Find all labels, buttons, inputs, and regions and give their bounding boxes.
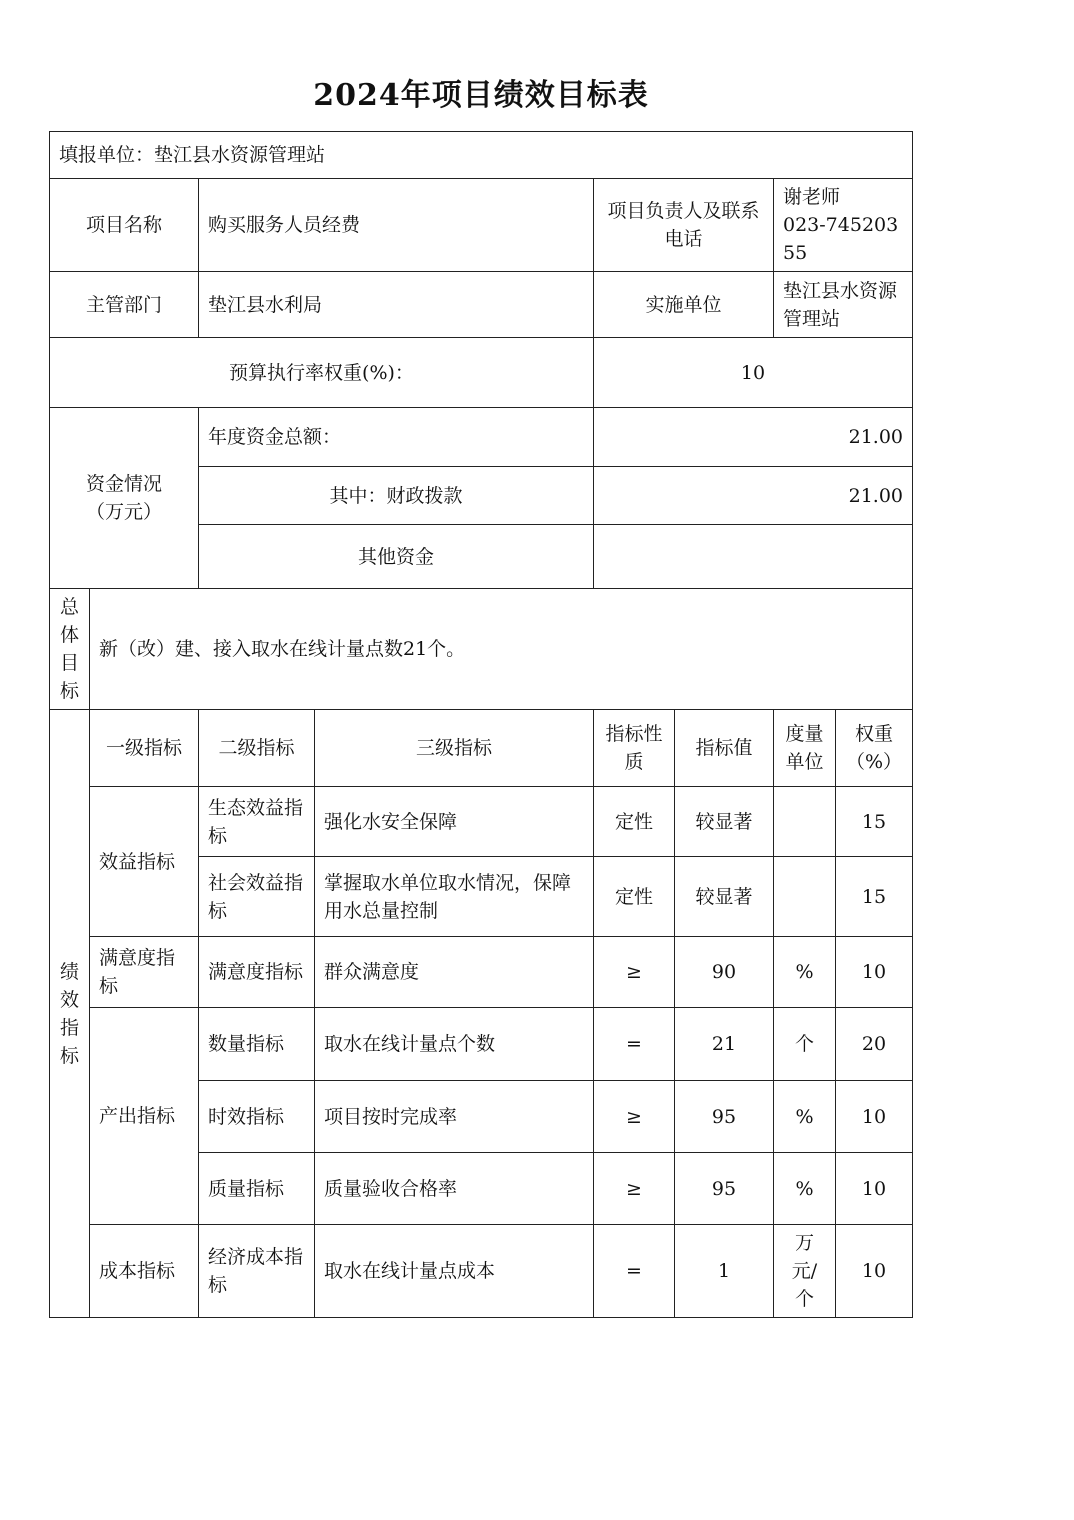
row-l3: 项目按时完成率 (315, 1081, 594, 1153)
row-nature: ≥ (594, 1081, 675, 1153)
vertical-char: 指 (59, 1016, 79, 1039)
row-nature: ≥ (594, 1153, 675, 1225)
row-value: 较显著 (675, 787, 774, 857)
row-weight: 20 (836, 1008, 913, 1081)
row-unit (774, 857, 836, 937)
row-value: 1 (675, 1225, 774, 1318)
fiscal: 21.00 (594, 467, 913, 525)
row-l3: 掌握取水单位取水情况，保障用水总量控制 (315, 857, 594, 937)
row-unit: % (774, 1153, 836, 1225)
row-l2: 经济成本指标 (199, 1225, 315, 1318)
header-nature: 指标性质 (594, 710, 675, 787)
row-l3: 取水在线计量点成本 (315, 1225, 594, 1318)
row-unit: 万元/个 (774, 1225, 836, 1318)
row-l1: 满意度指标 (90, 937, 199, 1008)
header-value: 指标值 (675, 710, 774, 787)
page-title: 2024年项目绩效目标表 (313, 78, 649, 113)
contact-phone: 023-74520355 (783, 214, 899, 264)
table-row (50, 787, 913, 857)
vertical-char: 绩 (59, 960, 79, 983)
row-l2: 时效指标 (199, 1081, 315, 1153)
row-value: 90 (675, 937, 774, 1008)
row-weight: 15 (836, 857, 913, 937)
row-nature: = (594, 1008, 675, 1081)
row-l1: 效益指标 (90, 787, 199, 937)
header-l2: 二级指标 (199, 710, 315, 787)
row-nature: = (594, 1225, 675, 1318)
vertical-char: 目 (59, 652, 79, 674)
row-l2: 生态效益指标 (199, 787, 315, 857)
contact-label: 项目负责人及联系电话 (594, 179, 774, 272)
row-unit: % (774, 1081, 836, 1153)
overall-goal: 新（改）建、接入取水在线计量点数21个。 (90, 589, 913, 710)
row-l3: 群众满意度 (315, 937, 594, 1008)
row-l1: 成本指标 (90, 1225, 199, 1318)
impl-unit: 垫江县水资源管理站 (774, 272, 913, 338)
annual-total-label: 年度资金总额： (199, 408, 594, 467)
row-weight: 10 (836, 1081, 913, 1153)
vertical-char: 标 (59, 1044, 79, 1067)
row-value: 21 (675, 1008, 774, 1081)
annual-total: 21.00 (594, 408, 913, 467)
header-l3: 三级指标 (315, 710, 594, 787)
project-name: 购买服务人员经费 (199, 179, 594, 272)
header-weight: 权重（%） (836, 710, 913, 787)
filling-unit: 填报单位：垫江县水资源管理站 (50, 132, 913, 179)
impl-label: 实施单位 (594, 272, 774, 338)
row-l2: 社会效益指标 (199, 857, 315, 937)
perf-label (50, 710, 90, 1318)
budget-rate-value: 10 (594, 338, 913, 408)
header-l1: 一级指标 (90, 710, 199, 787)
row-weight: 10 (836, 1225, 913, 1318)
row-weight: 10 (836, 937, 913, 1008)
other-label: 其他资金 (199, 525, 594, 589)
table-row (50, 937, 913, 1008)
vertical-char: 总 (59, 596, 79, 618)
row-value: 95 (675, 1153, 774, 1225)
vertical-char: 标 (59, 680, 79, 702)
row-l2: 数量指标 (199, 1008, 315, 1081)
row-l1: 产出指标 (90, 1008, 199, 1225)
overall-goal-label (50, 589, 90, 710)
vertical-char: 体 (59, 624, 79, 646)
row-unit (774, 787, 836, 857)
row-l3: 质量验收合格率 (315, 1153, 594, 1225)
table-header-row (50, 710, 913, 787)
row-l3: 取水在线计量点个数 (315, 1008, 594, 1081)
row-l2: 满意度指标 (199, 937, 315, 1008)
funds-label: 资金情况（万元） (50, 408, 199, 589)
row-nature: 定性 (594, 857, 675, 937)
row-unit: % (774, 937, 836, 1008)
row-nature: 定性 (594, 787, 675, 857)
row-weight: 15 (836, 787, 913, 857)
row-l3: 强化水安全保障 (315, 787, 594, 857)
row-nature: ≥ (594, 937, 675, 1008)
table-row (50, 1225, 913, 1318)
other (594, 525, 913, 589)
performance-table (49, 131, 913, 1318)
contact-name: 谢老师 (783, 186, 841, 208)
row-value: 较显著 (675, 857, 774, 937)
contact-cell (774, 179, 913, 272)
row-weight: 10 (836, 1153, 913, 1225)
row-value: 95 (675, 1081, 774, 1153)
table-row (50, 1008, 913, 1081)
row-l2: 质量指标 (199, 1153, 315, 1225)
vertical-char: 效 (59, 988, 79, 1011)
row-unit: 个 (774, 1008, 836, 1081)
budget-rate-label: 预算执行率权重(%)： (50, 338, 594, 408)
project-name-label: 项目名称 (50, 179, 199, 272)
header-unit: 度量单位 (774, 710, 836, 787)
dept: 垫江县水利局 (199, 272, 594, 338)
dept-label: 主管部门 (50, 272, 199, 338)
fiscal-label: 其中：财政拨款 (199, 467, 594, 525)
